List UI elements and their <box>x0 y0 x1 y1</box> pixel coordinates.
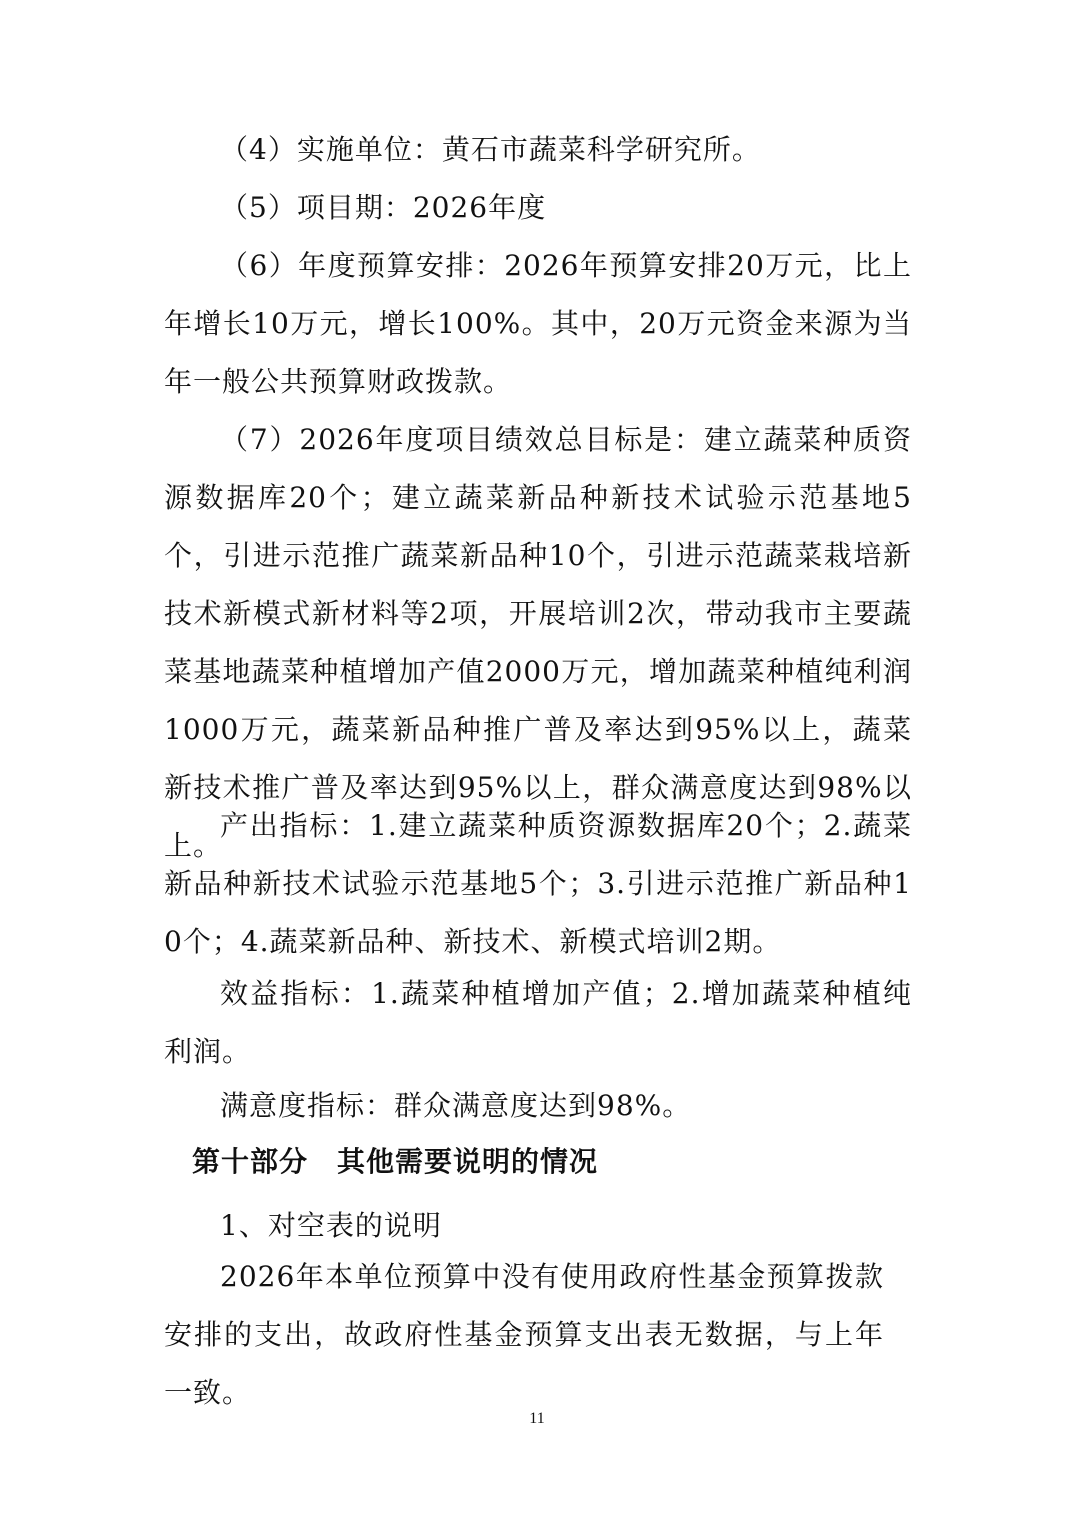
paragraph-annual-budget: （6）年度预算安排：2026年预算安排20万元，比上年增长10万元，增长100%。其中，20万元资金来源为当年一般公共预算财政拨款。 <box>164 249 912 398</box>
section-heading: 第十部分 其他需要说明的情况 <box>192 1145 599 1178</box>
page-number: 11 <box>529 1410 545 1427</box>
paragraph-benefit-indicators: 效益指标：1.蔬菜种植增加产值；2.增加蔬菜种植纯利润。 <box>164 977 912 1068</box>
paragraph-empty-table-explanation: 2026年本单位预算中没有使用政府性基金预算拨款安排的支出，故政府性基金预算支出表无数据，与上年一致。 <box>164 1260 884 1409</box>
paragraph-output-indicators: 产出指标：1.建立蔬菜种质资源数据库20个；2.蔬菜新品种新技术试验示范基地5个；3.引进示范推广新品种10个；4.蔬菜新品种、新技术、新模式培训2期。 <box>164 809 912 958</box>
paragraph-satisfaction-indicator: 满意度指标：群众满意度达到98%。 <box>220 1089 692 1122</box>
paragraph-performance-goal: （7）2026年度项目绩效总目标是：建立蔬菜种质资源数据库20个；建立蔬菜新品种新技术试验示范基地5个，引进示范推广蔬菜新品种10个，引进示范蔬菜栽培新技术新模式新材料等2项，开展培训2次，带动我市主要蔬菜基地蔬菜种植增加产值2000万元，增加蔬菜种植纯利润1000万元，蔬菜新品种推广普及率达到95%以上，蔬菜新技术推广普及率达到95%以上，群众满意度达到98%以上。 <box>164 423 912 862</box>
subsection-empty-table: 1、对空表的说明 <box>220 1209 442 1242</box>
paragraph-implementing-unit: （4）实施单位：黄石市蔬菜科学研究所。 <box>220 133 761 166</box>
paragraph-project-period: （5）项目期：2026年度 <box>220 191 547 224</box>
